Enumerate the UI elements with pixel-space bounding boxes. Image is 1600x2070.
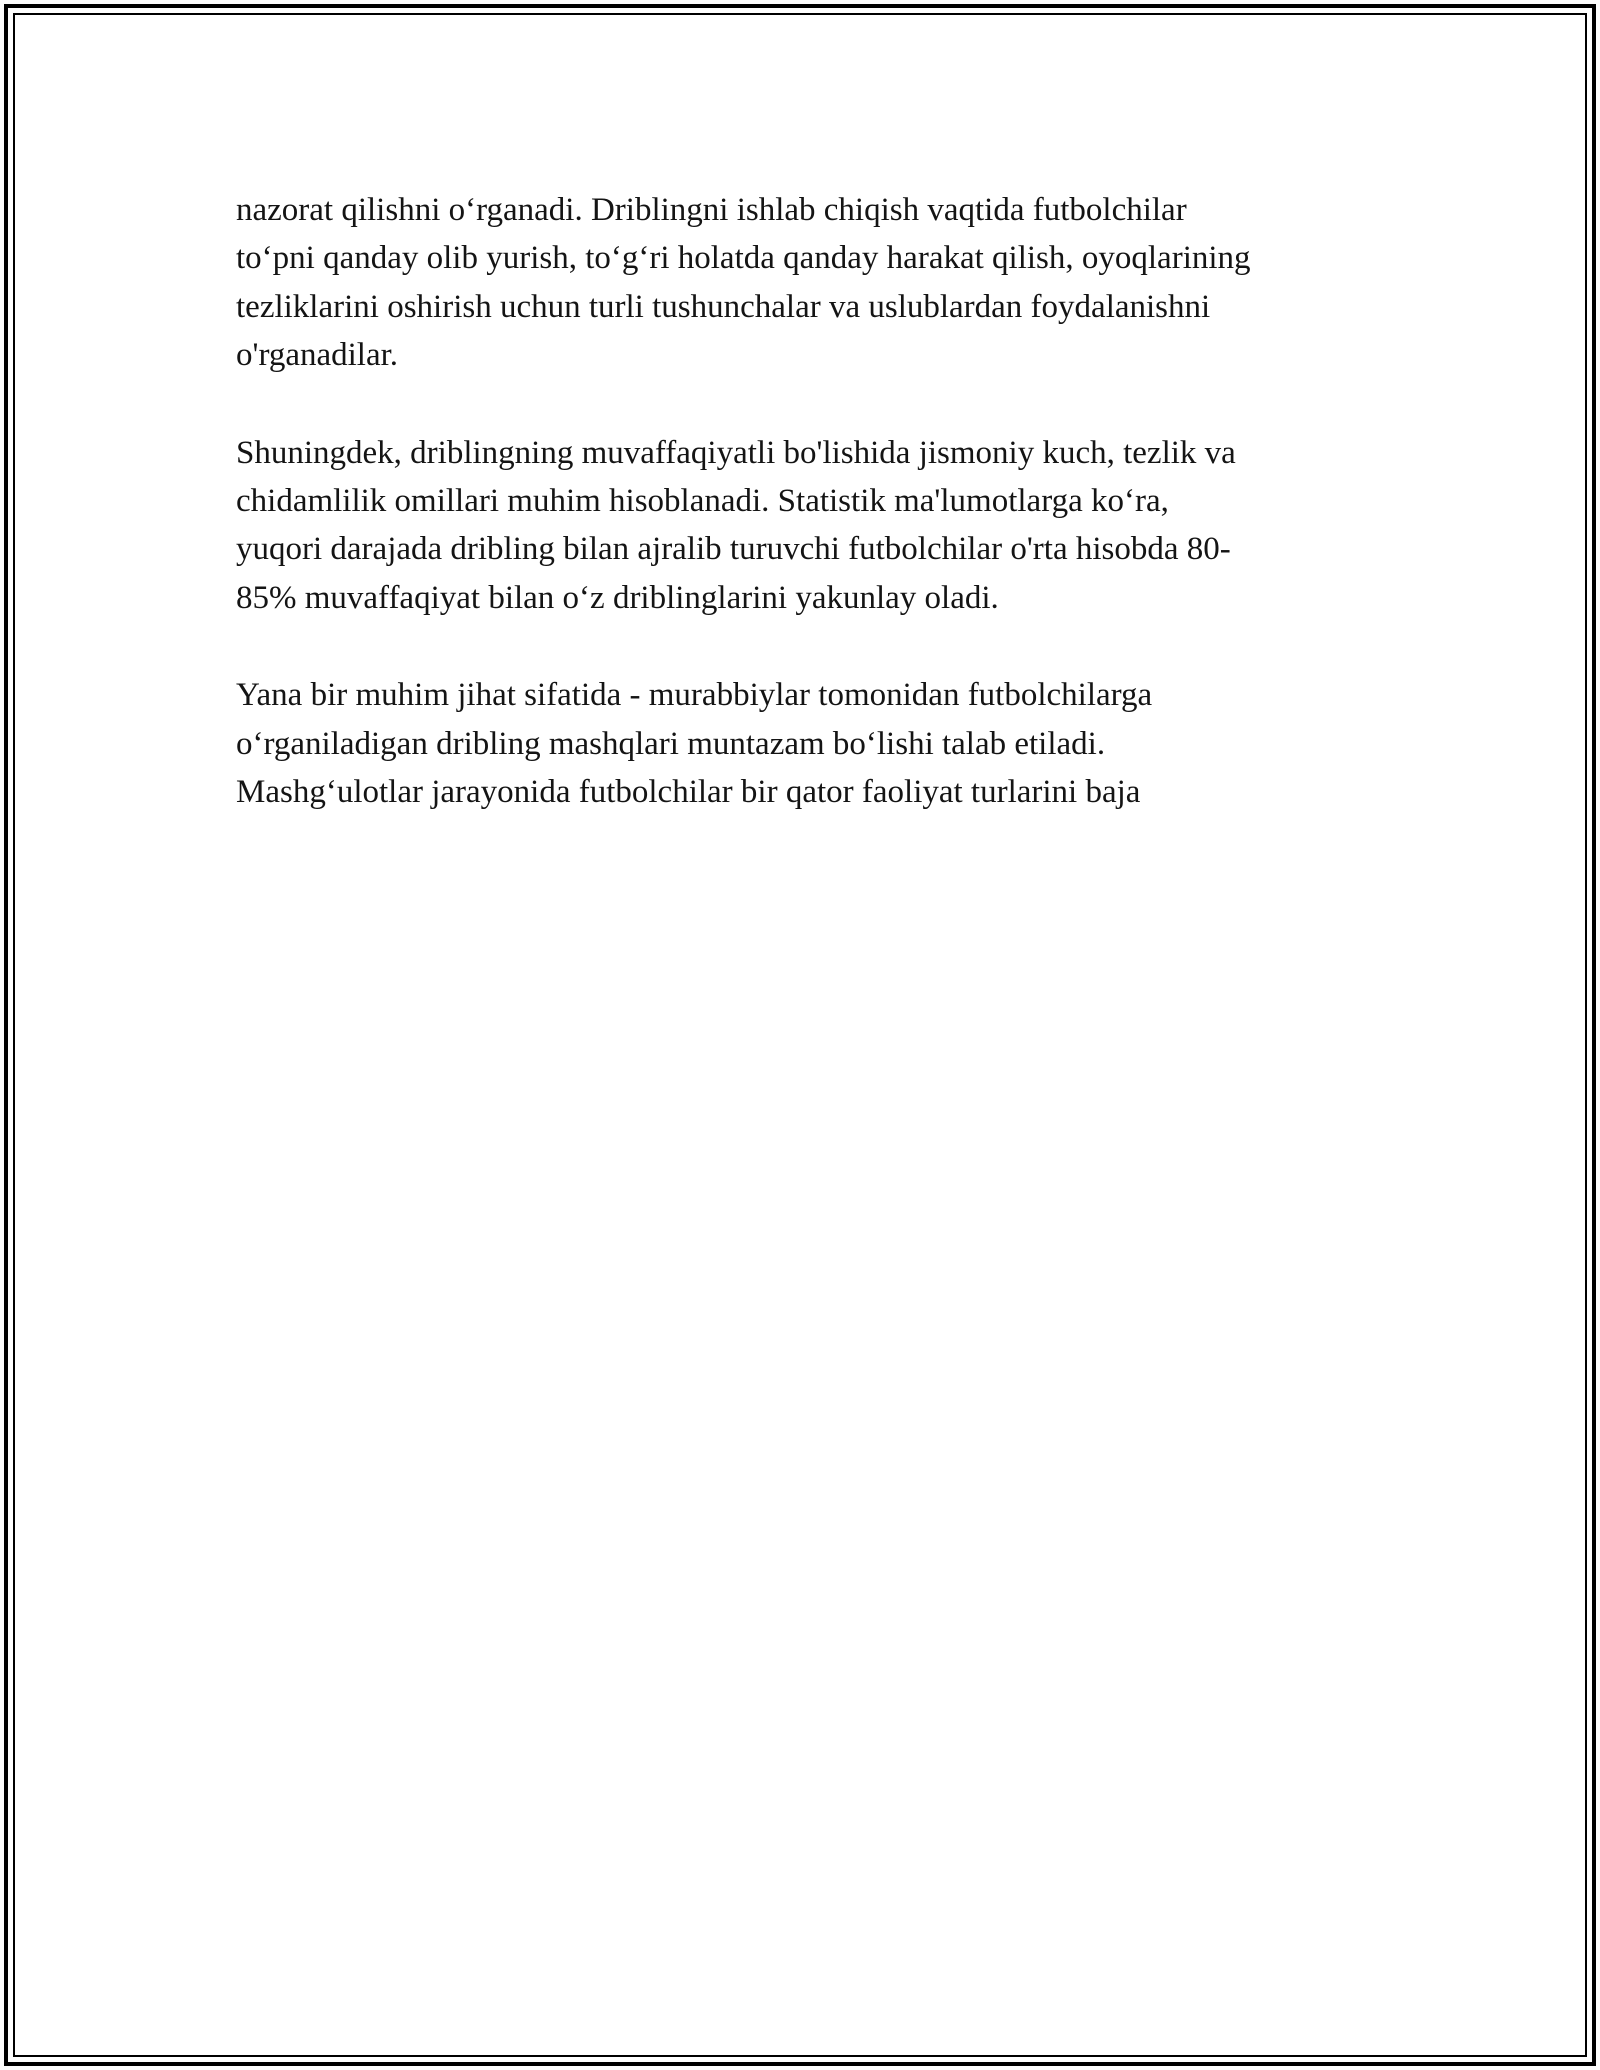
paragraph-line: 85% muvaffaqiyat bilan o‘z driblinglarini yakunlay oladi. <box>236 579 999 616</box>
paragraph-1 <box>236 186 1386 380</box>
paragraph-line: Mashg‘ulotlar jarayonida futbolchilar bir qator faoliyat turlarini baja <box>236 773 1141 810</box>
paragraph-line: nazorat qilishni o‘rganadi. Driblingni ishlab chiqish vaqtida futbolchilar <box>236 192 1187 228</box>
document-body <box>236 186 1386 865</box>
paragraph-line: yuqori darajada dribling bilan ajralib turuvchi futbolchilar o'rta hisobda 80- <box>236 531 1231 568</box>
paragraph-line: Yana bir muhim jihat sifatida - murabbiylar tomonidan futbolchilarga <box>236 677 1153 714</box>
paragraph-line: to‘pni qanday olib yurish, to‘g‘ri holatda qanday harakat qilish, oyoqlarining <box>236 240 1251 277</box>
paragraph-2 <box>236 429 1386 623</box>
paragraph-line: Shuningdek, driblingning muvaffaqiyatli bo'lishida jismoniy kuch, tezlik va <box>236 434 1236 471</box>
paragraph-line: o‘rganiladigan dribling mashqlari muntazam bo‘lishi talab etiladi. <box>236 725 1106 762</box>
paragraph-line: chidamlilik omillari muhim hisoblanadi. Statistik ma'lumotlarga ko‘ra, <box>236 482 1169 519</box>
paragraph-line: o'rganadilar. <box>236 337 399 374</box>
paragraph-3 <box>236 671 1386 816</box>
paragraph-line: tezliklarini oshirish uchun turli tushunchalar va uslublardan foydalanishni <box>236 288 1211 325</box>
